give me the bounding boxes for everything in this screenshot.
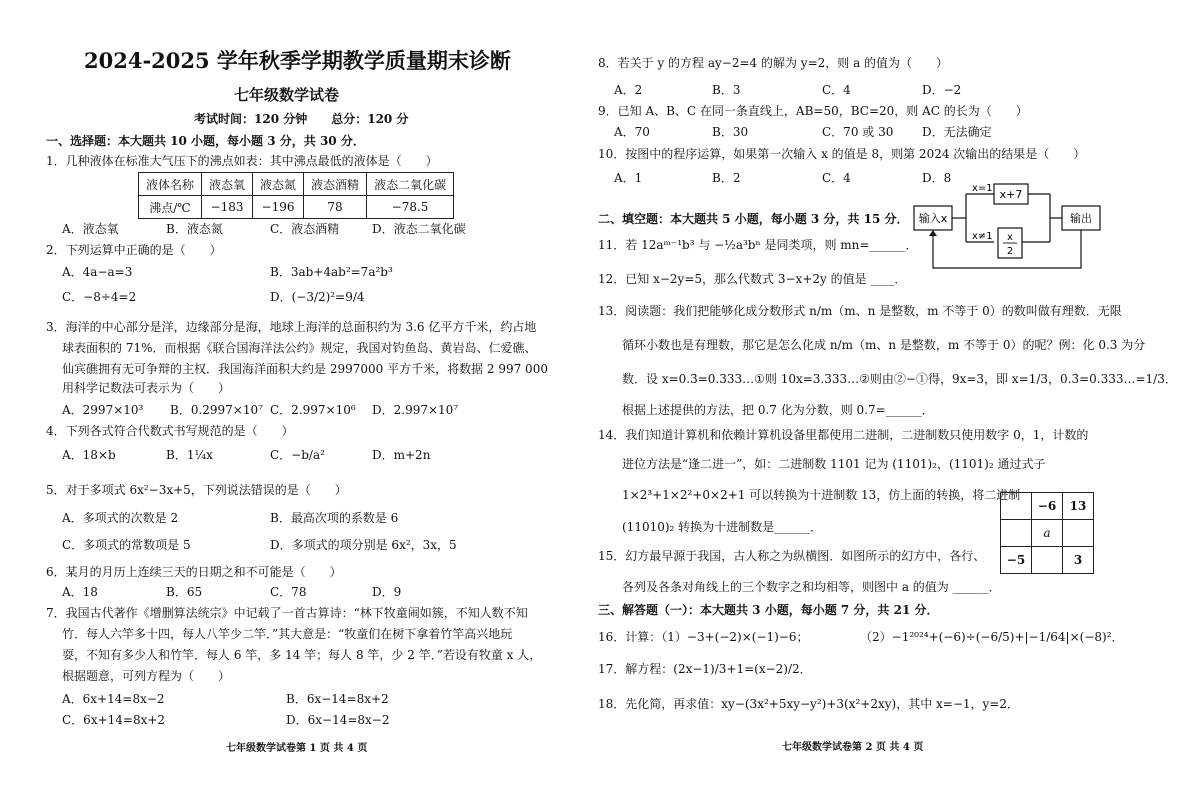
q6-option-a: A．18: [62, 585, 98, 599]
table-cell: 液态氮: [253, 173, 304, 196]
question-9: 9．已知 A、B、C 在同一条直线上，AB=50，BC=20，则 AC 的长为（ ）: [598, 104, 1028, 118]
q10-option-b: B．2: [712, 171, 741, 185]
magic-cell: 13: [1063, 493, 1094, 520]
question-7-line-2: 竹．每人六竿多十四，每人八竿少二竿．”其大意是：“牧童们在树下拿着竹竿高兴地玩: [62, 627, 513, 641]
question-11: 11．若 12aᵐ⁻¹b³ 与 −½a³bⁿ 是同类项，则 mn=______．: [598, 238, 918, 252]
section-1-heading: 一、选择题：本大题共 10 小题，每小题 3 分，共 30 分．: [46, 134, 365, 148]
q2-option-b: B．3ab+4ab²=7a²b³: [270, 265, 393, 279]
q7-option-a: A．6x+14=8x−2: [62, 692, 165, 706]
q4-option-d: D．m+2n: [372, 448, 431, 462]
question-4: 4．下列各式符合代数式书写规范的是（ ）: [46, 424, 294, 438]
table-cell: 液体名称: [139, 173, 202, 196]
page-footer: 七年级数学试卷第 1 页 共 4 页: [226, 743, 368, 754]
question-3-line-2: 球表面积的 71%．而根据《联合国海洋法公约》规定，我国对钓鱼岛、黄岩岛、仁爱礁、: [62, 341, 537, 355]
q2-option-a: A．4a−a=3: [62, 265, 133, 279]
left-page: [0, 0, 560, 793]
q5-option-b: B．最高次项的系数是 6: [270, 511, 399, 525]
question-17: 17．解方程：(2x−1)/3+1=(x−2)/2．: [598, 662, 812, 676]
q3-option-b: B．0.2997×10⁷: [170, 403, 263, 417]
q1-option-d: D．液态二氧化碳: [372, 222, 466, 236]
q5-option-c: C．多项式的常数项是 5: [62, 538, 191, 552]
q7-option-b: B．6x−14=8x+2: [286, 692, 389, 706]
question-3-line-4: 用科学记数法可表示为（ ）: [62, 381, 231, 395]
magic-square: [1000, 492, 1094, 574]
exam-subtitle: 七年级数学试卷: [234, 86, 340, 104]
flow-bottom-denominator: 2: [1006, 246, 1014, 257]
q8-option-a: A．2: [614, 83, 643, 97]
q9-option-a: A．70: [614, 125, 650, 139]
q9-option-d: D．无法确定: [922, 125, 992, 139]
right-page: [560, 0, 1177, 793]
table-cell: −78.5: [367, 196, 454, 219]
q3-option-a: A．2997×10³: [62, 403, 144, 417]
question-10: 10．按图中的程序运算，如果第一次输入 x 的值是 8，则第 2024 次输出的结果是（ ）: [598, 147, 1086, 161]
magic-cell: [1001, 520, 1032, 547]
table-row: [139, 173, 454, 196]
question-7-line-1: 7．我国古代著作《增删算法统宗》中记载了一首古算诗：“林下牧童闹如簇，不知人数不知: [46, 606, 528, 620]
question-14-line-4: (11010)₂ 转换为十进制数是______．: [622, 520, 823, 534]
magic-cell: −6: [1032, 493, 1063, 520]
table-row: [1001, 547, 1094, 574]
question-14-line-3: 1×2³+1×2²+0×2+1 可以转换为十进制数 13，仿上面的转换，将二进制: [622, 488, 1021, 502]
q2-option-d: D．(−3/2)²=9/4: [270, 290, 365, 304]
question-15-line-2: 各列及各条对角线上的三个数字之和均相等，则图中 a 的值为 ______．: [622, 580, 1001, 594]
boiling-point-table: [138, 172, 454, 219]
magic-cell: −5: [1001, 547, 1032, 574]
table-cell: 液态酒精: [304, 173, 367, 196]
q2-option-c: C．−8÷4=2: [62, 290, 137, 304]
table-row: [1001, 493, 1094, 520]
q3-option-d: D．2.997×10⁷: [372, 403, 459, 417]
q10-option-d: D．8: [922, 171, 952, 185]
section-2-heading: 二、填空题：本大题共 5 小题，每小题 3 分，共 15 分．: [598, 212, 909, 226]
table-row: [139, 196, 454, 219]
q1-option-a: A．液态氧: [62, 222, 119, 236]
table-cell: −196: [253, 196, 304, 219]
table-cell: 液态二氧化碳: [367, 173, 454, 196]
flow-bottom-numerator: x: [1007, 232, 1013, 243]
question-3-line-3: 仙宾礁拥有无可争辩的主权．我国海洋面积大约是 2997000 平方千米，将数据 2 997 000: [62, 362, 548, 376]
question-7-line-4: 根据题意，可列方程为（ ）: [62, 669, 231, 683]
table-row: [1001, 520, 1094, 547]
q7-option-d: D．6x−14=8x−2: [286, 713, 390, 727]
question-18: 18．先化简，再求值：xy−(3x²+5xy−y²)+3(x²+2xy)，其中 x=−1，y=2．: [598, 697, 1019, 711]
magic-cell: 3: [1063, 547, 1094, 574]
flow-output-label: 输出: [1070, 212, 1092, 225]
question-14-line-1: 14．我们知道计算机和依赖计算机设备里都使用二进制，二进制数只使用数字 0，1，计数的: [598, 428, 1089, 442]
q5-option-a: A．多项式的次数是 2: [62, 511, 179, 525]
question-8: 8．若关于 y 的方程 ay−2=4 的解为 y=2，则 a 的值为（ ）: [598, 56, 949, 70]
magic-cell: [1001, 493, 1032, 520]
page-footer: 七年级数学试卷第 2 页 共 4 页: [782, 742, 924, 753]
flow-top-operation: x+7: [999, 188, 1023, 201]
exam-info: 考试时间：120 分钟 总分：120 分: [194, 112, 409, 126]
flow-bottom-condition: x≠1: [972, 231, 993, 242]
question-13-line-4: 根据上述提供的方法，把 0.7̇ 化为分数，则 0.7̇=______．: [622, 403, 934, 417]
q7-option-c: C．6x+14=8x+2: [62, 713, 166, 727]
exam-title: 2024-2025 学年秋季学期教学质量期末诊断: [84, 48, 511, 73]
question-3-line-1: 3．海洋的中心部分是洋，边缘部分是海，地球上海洋的总面积约为 3.6 亿平方千米，约占地: [46, 320, 537, 334]
question-5: 5．对于多项式 6x²−3x+5，下列说法错误的是（ ）: [46, 483, 347, 497]
q5-option-d: D．多项式的项分别是 6x²，3x，5: [270, 538, 457, 552]
q1-option-b: B．液态氮: [166, 222, 223, 236]
q10-option-a: A．1: [614, 171, 643, 185]
question-6: 6．某月的月历上连续三天的日期之和不可能是（ ）: [46, 565, 342, 579]
q1-option-c: C．液态酒精: [270, 222, 340, 236]
question-1: 1．几种液体在标准大气压下的沸点如表：其中沸点最低的液体是（ ）: [46, 154, 438, 168]
magic-cell: a: [1032, 520, 1063, 547]
table-cell: 沸点/℃: [139, 196, 202, 219]
q9-option-b: B．30: [712, 125, 749, 139]
question-16-part-2: （2）−1²⁰²⁴+(−6)÷(−6/5)+|−1/64|×(−8)²．: [860, 630, 1124, 644]
q4-option-c: C．−b/a²: [270, 448, 325, 462]
section-3-heading: 三、解答题（一）：本大题共 3 小题，每小题 7 分，共 21 分．: [598, 603, 939, 617]
q8-option-d: D．−2: [922, 83, 962, 97]
table-cell: −183: [202, 196, 253, 219]
magic-cell: [1063, 520, 1094, 547]
q9-option-c: C．70 或 30: [822, 125, 894, 139]
q6-option-c: C．78: [270, 585, 307, 599]
q3-option-c: C．2.997×10⁶: [270, 403, 356, 417]
q6-option-b: B．65: [166, 585, 203, 599]
program-flowchart: [910, 180, 1110, 274]
flow-top-condition: x=1: [972, 183, 993, 194]
question-13-line-1: 13．阅读题：我们把能够化成分数形式 n/m（m、n 是整数，m 不等于 0）的数叫做有理数．无限: [598, 304, 1122, 318]
q4-option-a: A．18×b: [62, 448, 116, 462]
table-cell: 液态氧: [202, 173, 253, 196]
table-cell: 78: [304, 196, 367, 219]
question-7-line-3: 耍，不知有多少人和竹竿．每人 6 竿，多 14 竿；每人 8 竿，少 2 竿．”若设有牧童 x 人，: [62, 648, 542, 662]
q8-option-c: C．4: [822, 83, 851, 97]
question-14-line-2: 进位方法是“逢二进一”，如：二进制数 1101 记为 (1101)₂，(1101)₂ 通过式子: [622, 457, 1046, 471]
q10-option-c: C．4: [822, 171, 851, 185]
flow-input-label: 输入x: [918, 212, 948, 225]
question-13-line-2: 循环小数也是有理数，那它是怎么化成 n/m（m、n 是整数，m 不等于 0）的呢？例：化 0.3̇ 为分: [622, 338, 1146, 352]
question-16-part-1: 16．计算：（1）−3+(−2)×(−1)−6；: [598, 630, 809, 644]
q4-option-b: B．1¼x: [166, 448, 213, 462]
question-12: 12．已知 x−2y=5，那么代数式 3−x+2y 的值是 ____．: [598, 272, 907, 286]
question-2: 2．下列运算中正确的是（ ）: [46, 243, 222, 257]
q6-option-d: D．9: [372, 585, 402, 599]
question-15-line-1: 15．幻方最早源于我国，古人称之为纵横图．如图所示的幻方中，各行、: [598, 549, 986, 563]
question-13-line-3: 数．设 x=0.3̇=0.333…①则 10x=3.333…②则由②−①得，9x=3，即 x=1/3，0.3̇=0.333…=1/3．: [622, 372, 1177, 386]
q8-option-b: B．3: [712, 83, 741, 97]
magic-cell: [1032, 547, 1063, 574]
